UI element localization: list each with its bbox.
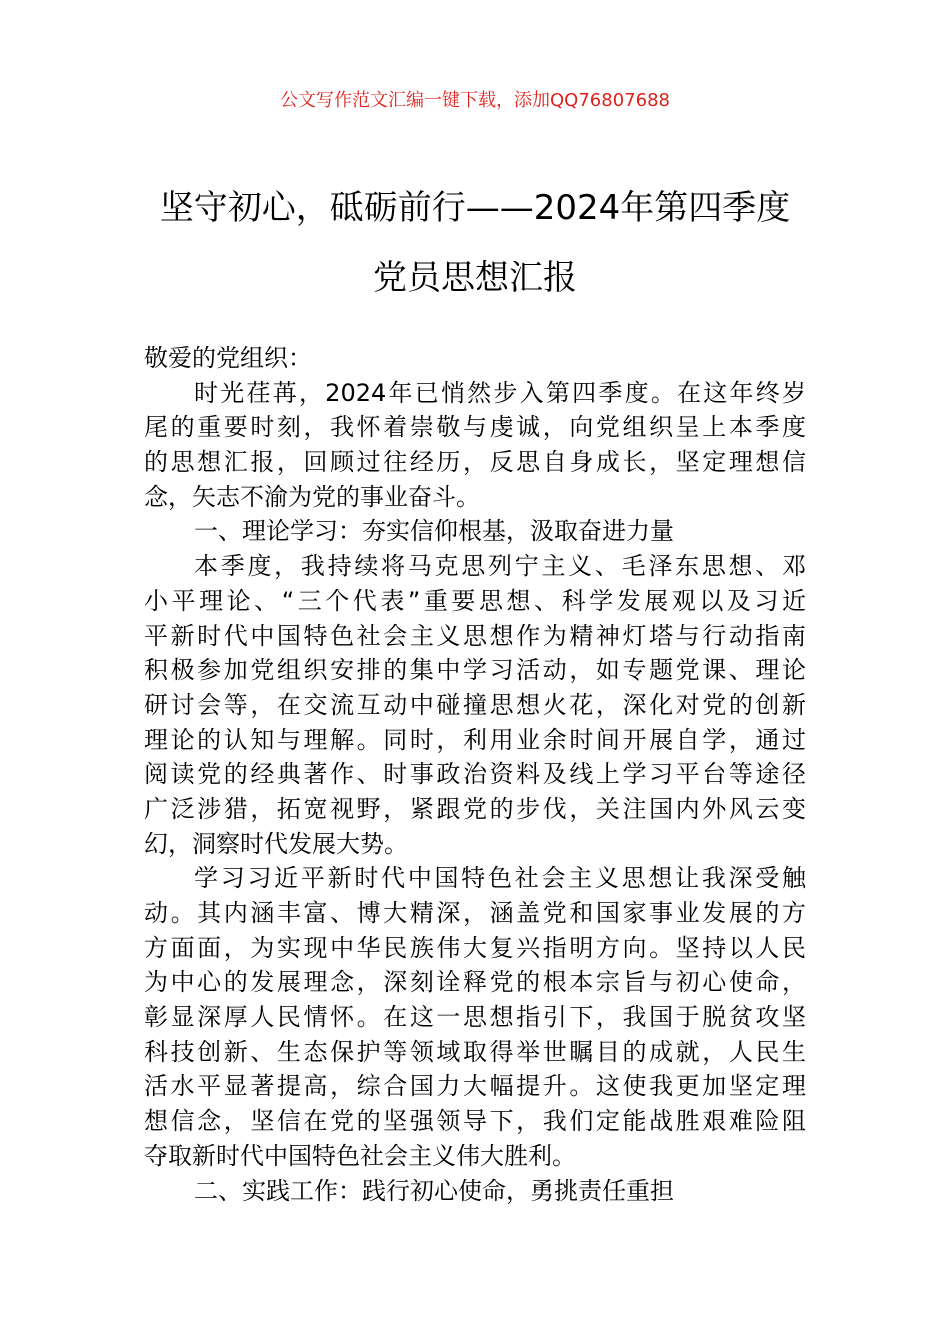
text-line: 敬爱的党组织： <box>144 344 312 372</box>
text-line: 一、理论学习：夯实信仰根基，汲取奋进力量 <box>194 517 674 546</box>
text-line: 理论的认知与理解。同时，利用业余时间开展自学，通过 <box>144 725 806 754</box>
text-line: 活水平显著提高，综合国力大幅提升。这使我更加坚定理 <box>144 1072 806 1101</box>
text-line: 阅读党的经典著作、时事政治资料及线上学习平台等途径 <box>144 760 806 789</box>
text-line: 幻，洞察时代发展大势。 <box>144 829 408 858</box>
text-line: 想信念，坚信在党的坚强领导下，我们定能战胜艰难险阻 <box>144 1107 806 1136</box>
text-line: 平新时代中国特色社会主义思想作为精神灯塔与行动指南 <box>144 621 806 650</box>
text-line: 的思想汇报，回顾过往经历，反思自身成长，坚定理想信 <box>144 448 806 477</box>
text-line: 研讨会等，在交流互动中碰撞思想火花，深化对党的创新 <box>144 690 806 719</box>
text-line: 夺取新时代中国特色社会主义伟大胜利。 <box>144 1141 576 1170</box>
text-line: 方面面，为实现中华民族伟大复兴指明方向。坚持以人民 <box>144 933 806 962</box>
text-line: 尾的重要时刻，我怀着崇敬与虔诚，向党组织呈上本季度 <box>144 413 806 442</box>
document-body <box>144 341 806 1208</box>
text-line: 彰显深厚人民情怀。在这一思想指引下，我国于脱贫攻坚 <box>144 1003 806 1032</box>
text-line: 时光荏苒，2024年已悄然步入第四季度。在这年终岁 <box>194 378 806 407</box>
text-line: 广泛涉猎，拓宽视野，紧跟党的步伐，关注国内外风云变 <box>144 794 806 823</box>
text-line: 科技创新、生态保护等领域取得举世瞩目的成就，人民生 <box>144 1037 806 1066</box>
text-line: 念，矢志不渝为党的事业奋斗。 <box>144 482 480 511</box>
text-line: 积极参加党组织安排的集中学习活动，如专题党课、理论 <box>144 656 806 685</box>
text-line: 本季度，我持续将马克思列宁主义、毛泽东思想、邓 <box>194 552 806 581</box>
document-title-line2: 党员思想汇报 <box>373 258 577 298</box>
document-title: 坚守初心，砥砺前行——2024年第四季度 <box>159 188 791 228</box>
text-line: 二、实践工作：践行初心使命，勇挑责任重担 <box>194 1176 674 1205</box>
text-line: 为中心的发展理念，深刻诠释党的根本宗旨与初心使命， <box>144 968 806 997</box>
text-line: 小平理论、“三个代表”重要思想、科学发展观以及习近 <box>144 586 806 615</box>
download-banner: 公文写作范文汇编一键下载，添加QQ76807688 <box>280 90 670 111</box>
text-line: 动。其内涵丰富、博大精深，涵盖党和国家事业发展的方 <box>144 899 806 927</box>
text-line: 学习习近平新时代中国特色社会主义思想让我深受触 <box>194 864 806 893</box>
